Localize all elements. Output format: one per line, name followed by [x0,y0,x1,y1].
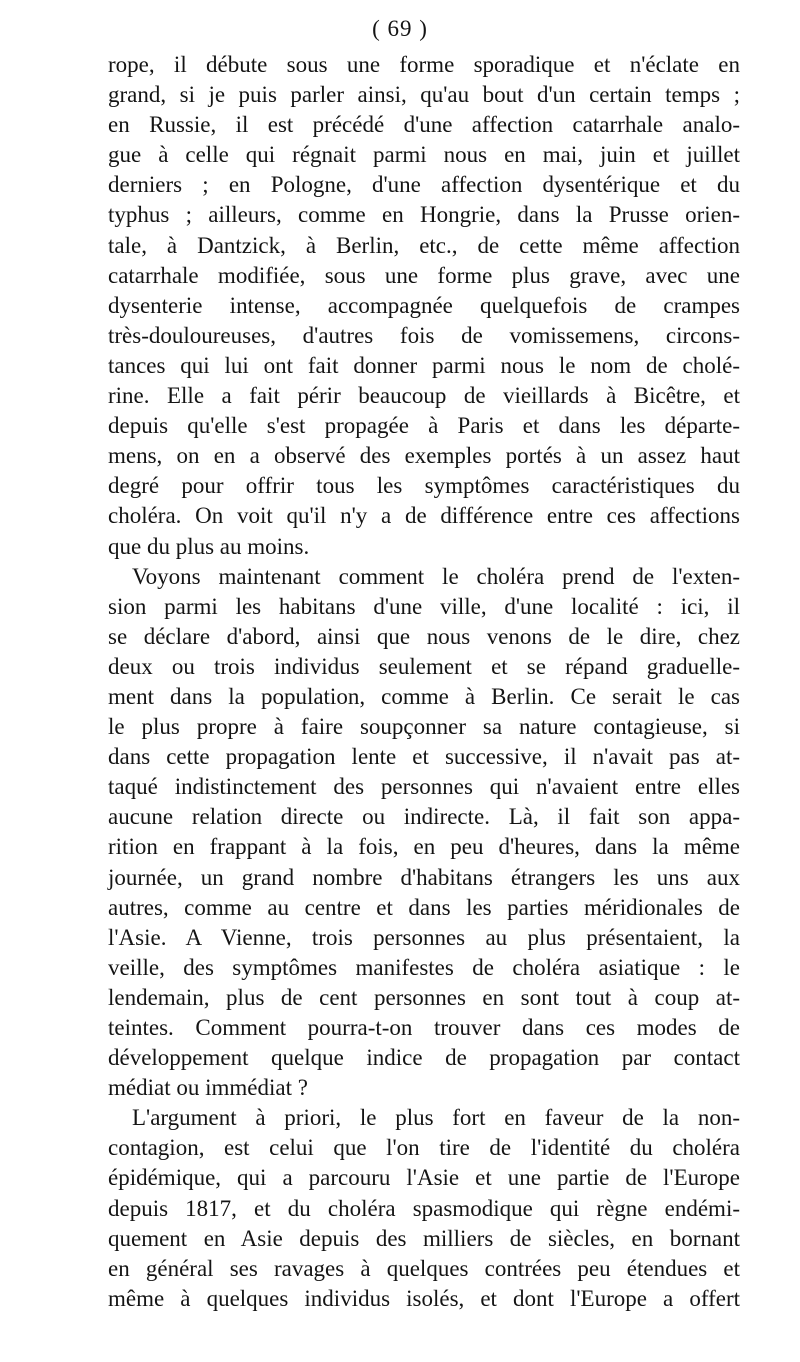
paragraph-3 [108,1103,740,1314]
text-line: sion parmi les habitans d'une ville, d'une localité : ici, il [108,593,740,619]
text-line: tale, à Dantzick, à Berlin, etc., de cette même affection [108,232,740,258]
text-line: rope, il débute sous une forme sporadique et n'éclate en [108,52,740,77]
text-line: épidémique, qui a parcouru l'Asie et une partie de l'Europe [108,1165,740,1191]
text-line: derniers ; en Pologne, d'une affection dysentérique et du [108,172,740,198]
text-line: degré pour offrir tous les symptômes caractéristiques du [108,473,740,499]
text-line: autres, comme au centre et dans les parties méridionales de [108,894,740,920]
text-line: choléra. On voit qu'il n'y a de différence entre ces affections [108,503,740,529]
text-line: quement en Asie depuis des milliers de siècles, en bornant [108,1225,740,1251]
text-line: lendemain, plus de cent personnes en sont tout à coup at- [108,984,740,1010]
text-line: en Russie, il est précédé d'une affection catarrhale analo- [108,112,740,138]
text-line: contagion, est celui que l'on tire de l'identité du choléra [108,1135,740,1161]
text-line: se déclare d'abord, ainsi que nous venons de le dire, chez [108,623,740,649]
text-line: mens, on en a observé des exemples portés à un assez haut [108,443,740,469]
text-line: journée, un grand nombre d'habitans étrangers les uns aux [108,864,740,890]
body-text [108,50,740,1314]
text-line: l'Asie. A Vienne, trois personnes au plus présentaient, la [108,924,740,950]
text-line: aucune relation directe ou indirecte. Là, il fait son appa- [108,804,740,830]
paragraph-1 [108,50,740,562]
text-line: tances qui lui ont fait donner parmi nous le nom de cholé- [108,352,740,378]
text-line: L'argument à priori, le plus fort en faveur de la non- [132,1105,740,1131]
text-line: teintes. Comment pourra-t-on trouver dans ces modes de [108,1015,740,1040]
paragraph-2 [108,562,740,1104]
page-number: ( 69 ) [372,16,428,41]
text-line: dans cette propagation lente et successive, il n'avait pas at- [108,744,740,770]
text-line: rine. Elle a fait périr beaucoup de vieillards à Bicêtre, et [108,383,740,409]
text-line: rition en frappant à la fois, en peu d'heures, dans la même [108,834,740,860]
text-line: développement quelque indice de propagation par contact [108,1045,740,1071]
text-line: médiat ou immédiat ? [108,1075,308,1101]
text-line: dysenterie intense, accompagnée quelquefois de crampes [108,292,740,318]
text-line: en général ses ravages à quelques contrées peu étendues et [108,1255,740,1281]
text-line: taqué indistinctement des personnes qui n'avaient entre elles [108,774,740,800]
text-line: ment dans la population, comme à Berlin. Ce serait le cas [108,683,740,709]
text-line: même à quelques individus isolés, et dont l'Europe a offert [108,1285,740,1311]
text-line: veille, des symptômes manifestes de choléra asiatique : le [108,954,740,980]
text-line: Voyons maintenant comment le choléra prend de l'exten- [132,563,740,589]
text-line: deux ou trois individus seulement et se répand graduelle- [108,653,740,679]
text-line: très-douloureuses, d'autres fois de vomissemens, circons- [108,322,740,348]
text-line: que du plus au moins. [108,533,310,559]
text-line: grand, si je puis parler ainsi, qu'au bout d'un certain temps ; [108,82,740,108]
text-line: depuis 1817, et du choléra spasmodique qui règne endémi- [108,1195,740,1221]
text-line: depuis qu'elle s'est propagée à Paris et dans les départe- [108,413,740,439]
text-line: catarrhale modifiée, sous une forme plus grave, avec une [108,262,740,288]
text-line: le plus propre à faire soupçonner sa nature contagieuse, si [108,714,740,740]
text-line: typhus ; ailleurs, comme en Hongrie, dans la Prusse orien- [108,202,740,228]
text-line: gue à celle qui régnait parmi nous en mai, juin et juillet [108,142,740,168]
